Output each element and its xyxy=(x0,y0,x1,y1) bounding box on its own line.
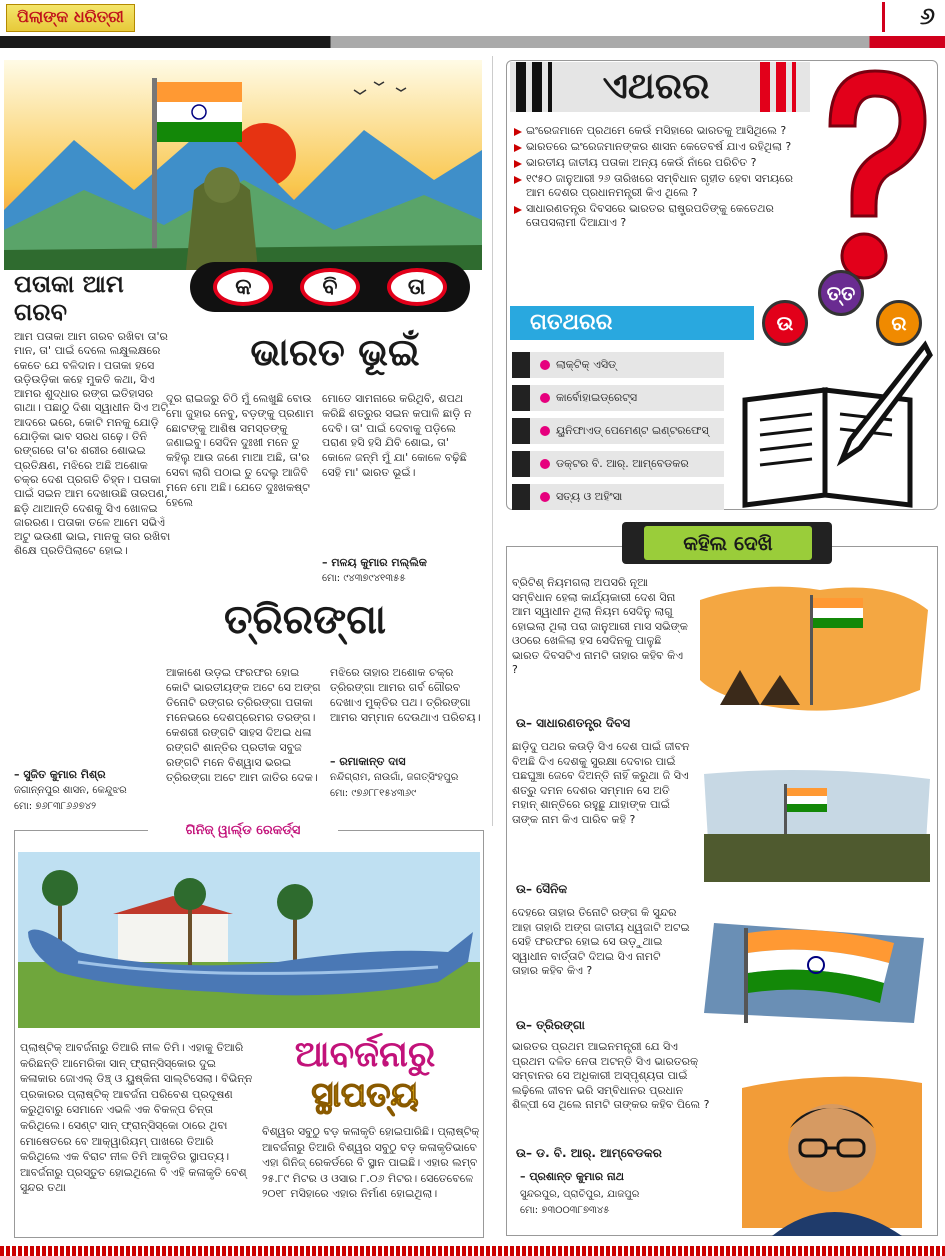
quiz-question: ସାଧାରଣତନ୍ତ୍ର ଦିବସରେ ଭାରତର ରାଷ୍ଟ୍ରପତିଙ୍କୁ କେତେଥର ତୋପସଲାମୀ ଦିଆଯାଏ ? xyxy=(512,202,802,230)
masthead-brand: ପିଲାଙ୍କ ଧରିତ୍ରୀ xyxy=(6,4,135,32)
tiranga-poem-address: ନନ୍ଦିଗ୍ରାମ, ନାଉଗାଁ, ଜଗତ୍‌ସିଂହପୁର xyxy=(330,772,459,783)
kavita-letter: କ xyxy=(213,268,273,306)
left-poem-text: ଆମ ପତାକା ଆମ ଗରବ ରଖିବା ତା'ର ମାନ, ତା' ପାଇଁ ଦେଲେ ଲକ୍ଷୁଲକ୍ଷରେ କେତେ ଯେ ବଳିଦାନ। ପତାକା ହସେ ଉଡ଼ିଉଡ଼ିକା କହେ ମୁକତି କଥା, ସିଏ ଆମର ଶୁଦ୍ଧାର ରଙ୍ଗ ଇତିହାସର ଗାଥା। ପଛାଠୁ ଦିଶା ସ୍ୱାଧୀନ ସିଏ ଅଟି ଆଦରେ ଭରେ, କୋଟି ମନକୁ ଯୋଡ଼ି ଯୋଡ଼ିକା ଭାବ ସରଧ ଗଢ଼େ। ତିନି ରଙ୍ଗରେ ତା'ର ଶରୀର ଶୋଭଇ ପ୍ରତିକ୍ଷଣ, ମଝିରେ ଅଛି ଅଶୋକ ଚକ୍ର ଦେଶ ପ୍ରଗତି ଚିହ୍ନ। ପତାକା ପାଇଁ ସଇନ ଆମ ଦେଖାଉଛି ତାରପଣ, ଛଡ଼ି ଥାଆନ୍ତି ଦେଶକୁ ସିଏ ଖୋଳଇ ଜାରରଣ। ପତାକା ତଳେ ଆମେ ସଭିଏଁ ଅଟୁ ଭଉଣୀ ଭାଇ, ମାନକୁ ତାର ରଖିବା ଶିକ୍ଷେ ପ୍ରତିପିଲାଟେ ହୋଇ। xyxy=(14,330,171,558)
kavita-letter: ତା xyxy=(387,268,447,306)
riddle-text: ଛାଡ଼ିଦୁ ପଥର କଉଡ଼ି ସିଏ ଦେଶ ପାଇଁ ଜୀବନ ବିଅଛି ଦିଏ ଦେଶକୁ ସୁରକ୍ଷା ଦେବାର ପାଇଁ ପଛଘୁଞ୍ଚା ଜେବେ ଦିଅନ୍ତି ନାହିଁ କରୁଥା ଜି ସିଏ ଶତ୍ରୁ ଦମନ ଦେଶର ସମ୍ମାନ ସେ ଅତି ମହାନ୍ ଶାନ୍ତିରେ ରହୁଛୁ ଯାହାଙ୍କ ପାଇଁ ତାଙ୍କ ନାମ କିଏ ପାରିବ କହି ? xyxy=(512,740,690,826)
page-number: ୬ xyxy=(919,2,935,30)
quiz-question: ଭାରତରେ ଇଂରେଜମାନଙ୍କର ଶାସନ କେତେବର୍ଷ ଯାଏ ରହିଥିଲା ? xyxy=(512,140,802,154)
question-mark-graphic xyxy=(800,56,940,296)
answer-letter-circle: ର xyxy=(876,300,922,346)
last-time-answer: ୟୁନିଫାଏଡ୍ ପେମେଣ୍ଟ ଇଣ୍ଟରଫେସ୍ xyxy=(512,418,724,444)
guinness-text: ପ୍ଲାଷ୍ଟିକ୍ ଆବର୍ଜନାରୁ ତିଆରି ନୀଳ ତିମି। ଏହାକୁ ତିଆରି କରିଛନ୍ତି ଆମେରିକା ସାନ୍ ଫ୍ରାନ୍ସିସ୍କୋର ଦୁଇ କଳାକାର ଜୋଏଲ୍ ଡିଞ୍ଚ୍ ଓ ୟୁଷ୍କିନା ସାଲ୍ଟିସେଲା। ବିଭିନ୍ନ ପ୍ରକାରର ପ୍ଲାଷ୍ଟିକ୍ ଆବର୍ଜନା ପରିବେଶ ପ୍ରଦୂଷଣ କରୁଥିବାରୁ ସେମାନେ ଏଭଳି ଏକ ବିକଳ୍ପ ଚିନ୍ତା କରିଥିଲେ। ସେଣ୍ଟ ସାନ୍ ଫ୍ରାନ୍ସିସ୍କୋ ଠାରେ ଥିବା ମୋଷେତରେ ବେ ଆକ୍ୱାରିୟମ୍ ପାଖରେ ତିଆରି କରିଥିଲେ ଏକ ବିରାଟ ନୀଳ ତିମି ଆକୃତିର ସ୍ଥାପତ୍ୟ। ଆବର୍ଜନାରୁ ପ୍ରସ୍ତୁତ ହୋଇଥିଲେ ବି ଏହି କଳାକୃତି ବେଶ୍ ସୁନ୍ଦର ତଥା xyxy=(20,1041,253,1195)
quiz-question: ୧୯୫୦ ଜାନୁଆରୀ ୨୬ ତାରିଖରେ ସମ୍ବିଧାନ ଗୃହୀତ ହେବା ସମୟରେ ଆମ ଦେଶର ପ୍ରଧାନମନ୍ତ୍ରୀ କିଏ ଥିଲେ ? xyxy=(512,172,802,200)
tiranga-poem-author: – ରମାକାନ୍ତ ଦାସ xyxy=(330,755,406,768)
plastic-whale-photo xyxy=(18,852,480,1028)
header-bar xyxy=(0,36,945,48)
tiranga-poem-text-2: ମଝିରେ ତାହାର ଅଶୋକ ଚକ୍ର ତ୍ରିରଙ୍ଗା ଆମର ଗର୍ବ ଗୌରବ ଦେଖାଏ ମୁକ୍ତିର ପଥ। ତ୍ରିରଙ୍ଗା ଆମର ସମ୍ମାନ ଦେଉଥାଏ ପରିଚୟ। xyxy=(330,666,481,724)
left-poem-address: ଜଗାନ୍ନପୁର ଶାସନ, କେନ୍ଦୁଝର xyxy=(14,785,127,796)
riddles-address: ସୁନ୍ଦରପୁର, ପ୍ରାଚିପୁର, ଯାଜପୁର xyxy=(520,1189,640,1200)
last-time-answer: ଡକ୍ଟର ବି. ଆର୍. ଆମ୍ବେଡକର xyxy=(512,451,724,477)
soldier-flag-illustration xyxy=(4,60,482,270)
guinness-title-line1: ଆବର୍ଜନାରୁ xyxy=(294,1034,436,1075)
page-number-divider xyxy=(882,2,885,32)
book-pencil-icon xyxy=(730,330,935,510)
answer-letter-circle: ତ୍ତ xyxy=(818,270,864,316)
last-time-answer: ଲାକ୍ଟିକ୍ ଏସିଡ୍ xyxy=(512,352,724,378)
riddle-text: ଦେହରେ ତାହାର ତିନୋଟି ରଙ୍ଗ କି ସୁନ୍ଦର ଆହା ତାହାରି ଅଙ୍ଗ ଜାତୀୟ ଧ୍ୱଜାଟି ଅଟଇ ସେହି ଫରଫର ହୋଇ ସେ ଉଡ଼ୁଥାଇ ସ୍ୱାଧୀନ ବାର୍ତ୍ତାଟି ଦିଅଇ ସିଏ ନାମଟି ତାହାର କହିବ କିଏ ? xyxy=(512,906,690,977)
riddle-answer: ଉ– ସାଧାରଣତନ୍ତ୍ର ଦିବସ xyxy=(516,716,631,730)
riddle-text: ଭାରତର ପ୍ରଥମ ଆଇନମନ୍ତ୍ରୀ ଯେ ସିଏ ପ୍ରଥମ ଦଳିତ ନେତା ଅଟନ୍ତି ସିଏ ଭାରତରକ୍ ସମ୍ବାନର ସେ ଅଧିକାରୀ ଅସ୍ପୃଶ୍ୟତା ପାଇଁ ଲଢ଼ିଲେ ଜୀବନ ଭରି ସମ୍ବିଧାନର ପ୍ରଧାନ ଶିଳ୍ପୀ ସେ ଥିଲେ ନାମଟି ତାଙ୍କର କହିବ ପିଲେ ? xyxy=(512,1040,710,1111)
last-time-answer: କାର୍ବୋହାଇଡ୍ରେଟ୍ସ xyxy=(512,385,724,411)
riddle-answer: ଉ– ସୈନିକ xyxy=(516,882,568,896)
quiz-header-bars-left xyxy=(516,62,552,112)
soldiers-image xyxy=(704,764,930,882)
last-time-title: ଗତଥରର xyxy=(530,310,613,335)
footer-bar xyxy=(0,1246,945,1256)
ambedkar-portrait xyxy=(732,1068,932,1236)
tiranga-flag-image xyxy=(704,918,930,1028)
left-poem-author: – ସୁଜିତ କୁମାର ମିଶ୍ର xyxy=(14,768,106,781)
middle-poem-phone: ମୋ: ୯୪୩୭୯୪୧୩୫୫ xyxy=(322,573,406,584)
left-poem-phone: ମୋ: ୭୬୮୩୮୬୬୭୪୨ xyxy=(14,801,97,812)
quiz-questions xyxy=(512,124,802,232)
guinness-banner: ଗିନିଜ୍ ୱାର୍ଲ୍ଡ ରେକର୍ଡ୍ସ xyxy=(148,820,338,842)
answer-letter-circle: ଉ xyxy=(762,300,808,346)
riddle-answer: ଉ– ତ୍ରିରଙ୍ଗା xyxy=(516,1018,585,1032)
left-poem-title: ପତାକା ଆମ ଗରବ xyxy=(14,270,124,326)
middle-poem-text-2: ମୋତେ ସାମନାରେ କରିଥିବି, ଶପଥ କରିଛି ଶତ୍ରୁର ସଇନ କପାଳି ଛାଡ଼ି ନ ଦେବି। ତା' ପାଇଁ ଦେବାକୁ ପଡ଼ିଲେ ପରାଣ ହସି ହସି ଯିବି ଶୋଇ, ତା' କୋଳେ ଜନ୍ମି ମୁଁ ଯା' କୋଳେ ବଢ଼ିଛି ସେହି ମା' ଭାରତ ଭୂଇଁ। xyxy=(322,392,472,479)
tiranga-poem-title: ତ୍ରିରଙ୍ଗା xyxy=(223,597,387,643)
guinness-title-line2: ସ୍ଥାପତ୍ୟ xyxy=(311,1075,419,1115)
quiz-question: ଇଂରେଜମାନେ ପ୍ରଥମେ କେଉଁ ମସିହାରେ ଭାରତକୁ ଆସିଥିଲେ ? xyxy=(512,124,802,138)
quiz-title: ଏଥରର xyxy=(602,66,710,107)
quiz-header-bars-right xyxy=(760,62,796,112)
guinness-text-2: ବିଶ୍ୱର ସବୁଠୁ ବଡ଼ କଳାକୃତି ହୋଇପାରିଛି। ପ୍ଲାଷ୍ଟିକ୍ ଆବର୍ଜନାରୁ ତିଆରି ବିଶ୍ୱର ସବୁଠୁ ବଡ଼ କଳାକୃତିଭାବେ ଏହା ଗିନିଜ୍ ରେକର୍ଡରେ ବି ସ୍ଥାନ ପାଇଛି। ଏହାର ଲମ୍ବ ୨୫.୮୯ ମିଟର ଓ ଓସାର ୮.୦୬ ମିଟର। ସେତେବେଳେ ୨୦୧୮ ମସିହାରେ ଏହାର ନିର୍ମାଣ ହୋଇଥିଲା। xyxy=(262,1125,480,1201)
kavita-badge xyxy=(190,262,470,312)
riddles-author: – ପ୍ରଶାନ୍ତ କୁମାର ନାଥ xyxy=(520,1170,624,1183)
kavita-letter: ବି xyxy=(300,268,360,306)
main-poem-title: ଭାରତ ଭୂଇଁ xyxy=(250,330,420,374)
riddle-answer: ଉ– ଡ. ବି. ଆର୍. ଆମ୍ବେଡକର xyxy=(516,1146,662,1160)
middle-poem-author: – ମଳୟ କୁମାର ମଲ୍ଲିକ xyxy=(322,556,427,569)
riddles-phone: ମୋ: ୭୩୦୦୩୮୭୩୪୫ xyxy=(520,1205,610,1216)
tiranga-poem-phone: ମୋ: ୯୭୬୮୮୧୫୪୩୬୯ xyxy=(330,788,417,799)
riddle-text: ବ୍ରିଟିଶ୍ ନିୟମଗଲା ଅପସରି ନୂଆ ସମ୍ବିଧାନ ହେଲା କାର୍ଯ୍ୟକାରୀ ଦେଶ ସିନା ଆମ ସ୍ୱାଧୀନ ଥିଲା ନିୟମ ସେଦିନୁ ଲାଗୁ ହୋଇଲା ଥିଲା ପରା ଜାନୁଆରୀ ମାସ ସଭିଙ୍କ ଓଠରେ ଖେଳିଲା ହସ ସେଦିନକୁ ପାଳୁଛି ଭାରତ ଦିବସଟିଏ ନାମଟି ତାହାର କହିବ କିଏ ? xyxy=(512,576,688,676)
middle-poem-text: ଦୂର ରାଇଜରୁ ଚିଠି ମୁଁ ଲେଖୁଛି ବୋଉ ମୋ ଜୁହାର ନେବୁ, ବଡ଼ଙ୍କୁ ପ୍ରଣାମ ଛୋଟଙ୍କୁ ଆଶିଷ ସମସ୍ତଙ୍କୁ ଜଣାଇବୁ। ସେଦିନ ଦୁଃଖୀ ମନେ ତୁ କହିଲୁ ଆଉ ଜଣେ ମାଆ ଅଛି, ତା'ର ସେବା ଲାଗି ପଠାଇ ତୁ ଦେଲୁ ଆଜିବି ମନେ ମୋ ଅଛି। ଯେତେ ଦୁଃଖକଷ୍ଟ ହେଲେ xyxy=(166,392,314,509)
republic-day-image xyxy=(700,580,928,718)
column-divider xyxy=(492,56,493,826)
last-time-answers xyxy=(512,352,724,517)
tiranga-poem-text: ଆକାଶେ ଉଡ଼ଇ ଫରଫର ହୋଇ କୋଟି ଭାରତୀୟଙ୍କ ଅଟେ ସେ ଅଙ୍ଗ ତିନୋଟି ରଙ୍ଗର ତ୍ରିରଙ୍ଗା ପତାକା ମନେଭରେ ଦେଶପ୍ରେମର ତରଙ୍ଗ। କେଶରୀ ରଙ୍ଗଟି ସାହସ ଦିଅଇ ଧଳା ରଙ୍ଗଟି ଶାନ୍ତିର ପ୍ରତୀକ ସବୁଜ ରଙ୍ଗଟି ମନେ ବିଶ୍ୱାସ ଭରଇ ତ୍ରିରଙ୍ଗା ଅଟେ ଆମ ଜାତିର ଦେକ। xyxy=(166,666,321,784)
last-time-answer: ସତ୍ୟ ଓ ଅହିଂସା xyxy=(512,484,724,510)
quiz-question: ଭାରତୀୟ ଜାତୀୟ ପତାକା ଅନ୍ୟ କେଉଁ ନାଁରେ ପରିଚିତ ? xyxy=(512,156,802,170)
riddles-title: କହିଲ ଦେଖି xyxy=(644,526,812,560)
